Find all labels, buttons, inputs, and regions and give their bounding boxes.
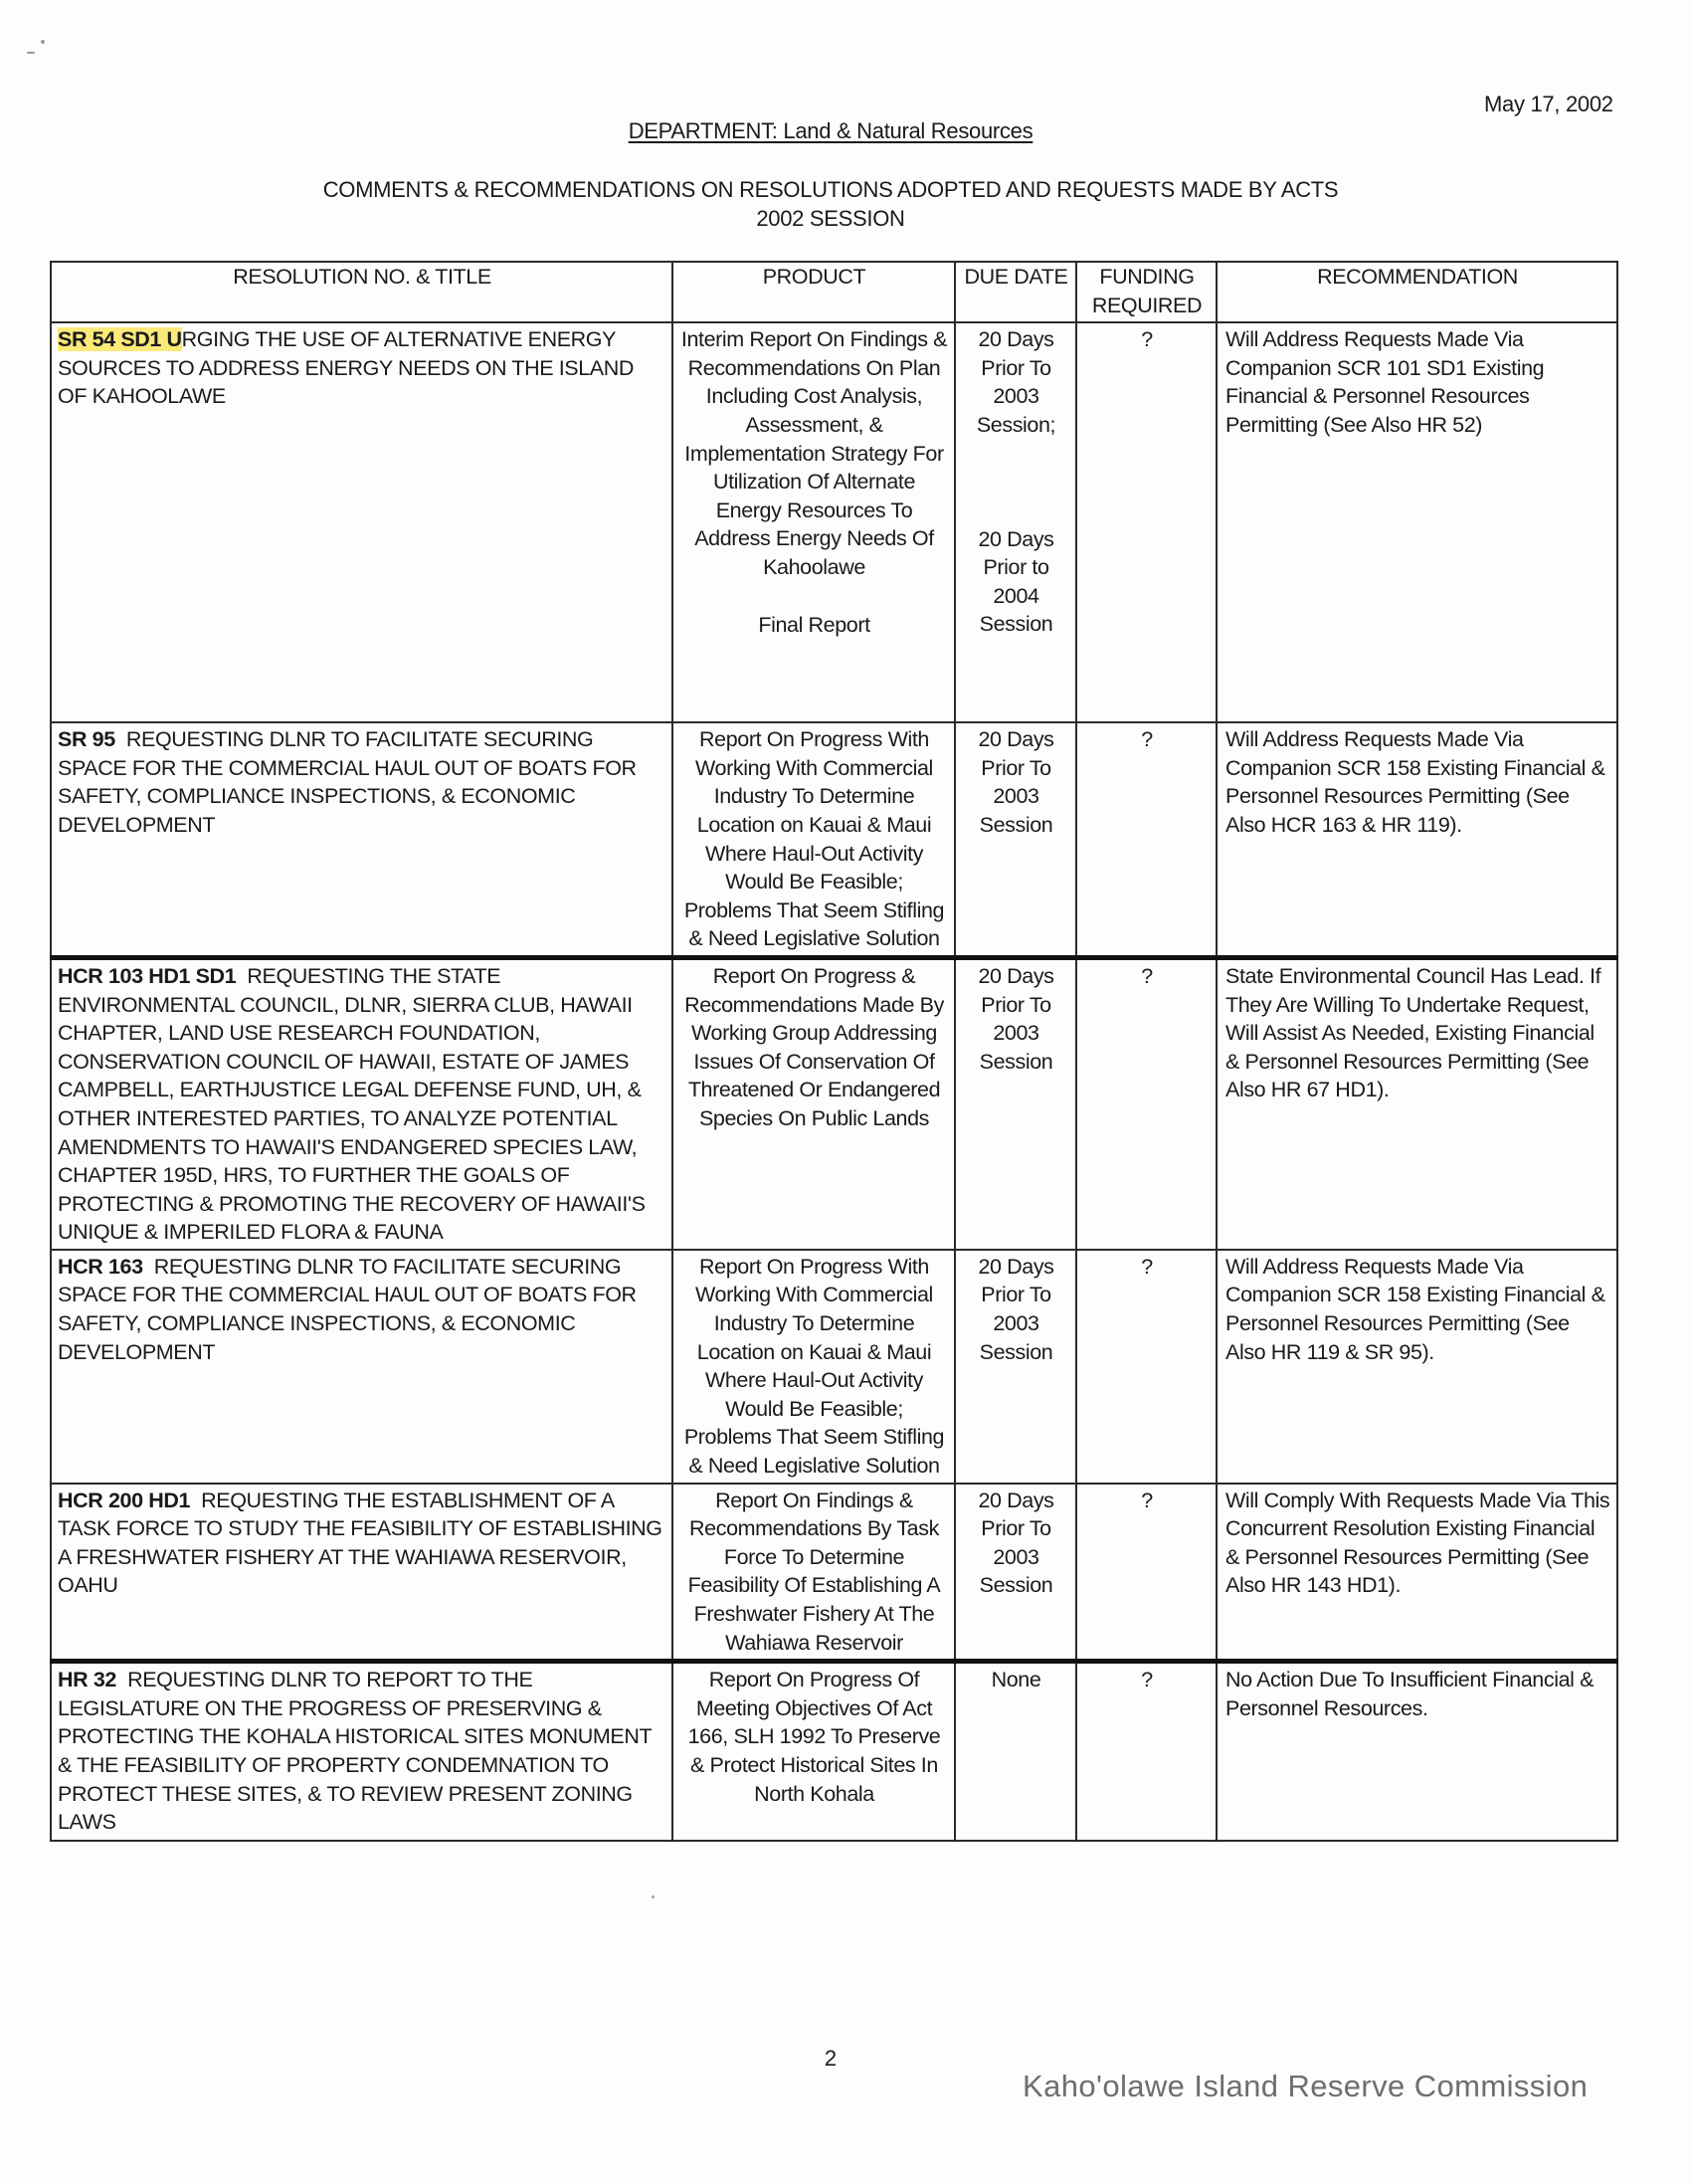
recommendation-cell: State Environmental Council Has Lead. If They Are Willing To Undertake Request, Will Assist As Needed, Existing Financial & Personnel Resources Permitting (See Also HR 67 HD1). <box>1217 957 1617 1249</box>
product-cell: Report On Progress & Recommendations Made By Working Group Addressing Issues Of Conservation Of Threatened Or Endangered Species On Public Lands <box>672 957 955 1249</box>
product-text: Interim Report On Findings & Recommendations On Plan Including Cost Analysis, Assessment, & Implementation Strategy For Utilization Of Alternate Energy Resources To Address Energy Needs Of Kahoolawe <box>680 327 948 579</box>
resolution-title: REQUESTING DLNR TO FACILITATE SECURING SPACE FOR THE COMMERCIAL HAUL OUT OF BOATS FOR SAFETY, COMPLIANCE INSPECTIONS, & ECONOMIC DEVELOPMENT <box>58 727 637 837</box>
table-row <box>51 1250 1617 1484</box>
table-row <box>51 1484 1617 1662</box>
resolution-number: HCR 103 HD1 SD1 <box>58 963 237 988</box>
due-date-cell: 20 Days Prior To 2003 Session <box>955 722 1076 957</box>
column-header-due-date: DUE DATE <box>955 262 1076 322</box>
due-date-cell: 20 Days Prior To 2003 Session <box>955 1484 1076 1662</box>
column-header-resolution: RESOLUTION NO. & TITLE <box>51 262 672 322</box>
department-heading <box>0 118 1661 144</box>
recommendation-cell: No Action Due To Insufficient Financial & Personnel Resources. <box>1217 1662 1617 1841</box>
column-header-product: PRODUCT <box>672 262 955 322</box>
product-text-secondary: Final Report <box>758 612 870 637</box>
department-name: DEPARTMENT: Land & Natural Resources <box>628 118 1033 143</box>
column-header-recommendation: RECOMMENDATION <box>1217 262 1617 322</box>
resolution-title: REQUESTING DLNR TO FACILITATE SECURING SPACE FOR THE COMMERCIAL HAUL OUT OF BOATS FOR SAFETY, COMPLIANCE INSPECTIONS, & ECONOMIC DEVELOPMENT <box>58 1254 637 1364</box>
resolution-title: RGING THE USE OF ALTERNATIVE ENERGY SOURCES TO ADDRESS ENERGY NEEDS ON THE ISLAND OF KAHOOLAWE <box>58 327 634 409</box>
watermark-text: Kaho'olawe Island Reserve Commission <box>1023 2069 1589 2103</box>
scan-speck <box>652 1895 655 1898</box>
due-date-cell <box>955 322 1076 722</box>
funding-cell: ? <box>1076 322 1217 722</box>
due-date-cell: None <box>955 1662 1076 1841</box>
resolution-cell <box>51 1484 672 1662</box>
scan-speck <box>27 52 35 54</box>
funding-cell: ? <box>1076 722 1217 957</box>
due-date-cell: 20 Days Prior To 2003 Session <box>955 1250 1076 1484</box>
document-title <box>0 175 1661 233</box>
due-date-cell: 20 Days Prior To 2003 Session <box>955 957 1076 1249</box>
product-cell: Report On Findings & Recommendations By Task Force To Determine Feasibility Of Establishing A Freshwater Fishery At The Wahiawa Reservoir <box>672 1484 955 1662</box>
product-cell: Report On Progress Of Meeting Objectives Of Act 166, SLH 1992 To Preserve & Protect Historical Sites In North Kohala <box>672 1662 955 1841</box>
scan-speck <box>41 40 45 44</box>
funding-cell: ? <box>1076 1662 1217 1841</box>
resolution-cell <box>51 322 672 722</box>
resolution-number: HCR 200 HD1 <box>58 1488 191 1512</box>
table-row <box>51 322 1617 722</box>
document-title-line1: COMMENTS & RECOMMENDATIONS ON RESOLUTIONS ADOPTED AND REQUESTS MADE BY ACTS <box>322 177 1339 202</box>
resolution-number: SR 95 <box>58 727 115 752</box>
column-header-funding: FUNDING REQUIRED <box>1076 262 1217 322</box>
recommendation-cell: Will Address Requests Made Via Companion SCR 158 Existing Financial & Personnel Resources Permitting (See Also HCR 163 & HR 119). <box>1217 722 1617 957</box>
recommendation-cell: Will Address Requests Made Via Companion SCR 101 SD1 Existing Financial & Personnel Resources Permitting (See Also HR 52) <box>1217 322 1617 722</box>
resolution-title: REQUESTING DLNR TO REPORT TO THE LEGISLATURE ON THE PROGRESS OF PRESERVING & PROTECTING THE KOHALA HISTORICAL SITES MONUMENT & THE FEASIBILITY OF PROPERTY CONDEMNATION TO PROTECT THESE SITES, & TO REVIEW PRESENT ZONING LAWS <box>58 1668 652 1835</box>
table-row <box>51 722 1617 957</box>
resolution-number: HCR 163 <box>58 1254 143 1279</box>
product-cell <box>672 322 955 722</box>
funding-cell: ? <box>1076 1484 1217 1662</box>
table-row <box>51 1662 1617 1841</box>
due-date-text-secondary: 20 Days Prior to 2004 Session <box>978 526 1054 637</box>
page-number: 2 <box>824 2046 838 2071</box>
product-cell: Report On Progress With Working With Commercial Industry To Determine Location on Kauai & Maui Where Haul-Out Activity Would Be Feasible; Problems That Seem Stifling & Need Legislative Solution <box>672 722 955 957</box>
resolution-number-highlighted: SR 54 SD1 U <box>58 327 182 352</box>
resolution-cell <box>51 1662 672 1841</box>
resolution-cell <box>51 957 672 1249</box>
due-date-text: 20 Days Prior To 2003 Session; <box>976 327 1056 437</box>
document-title-line2: 2002 SESSION <box>756 206 905 231</box>
resolution-title: REQUESTING THE ESTABLISHMENT OF A TASK FORCE TO STUDY THE FEASIBILITY OF ESTABLISHING A FRESHWATER FISHERY AT THE WAHIAWA RESERVOIR, OAHU <box>58 1488 662 1598</box>
recommendation-cell: Will Comply With Requests Made Via This Concurrent Resolution Existing Financial & Personnel Resources Permitting (See Also HR 143 HD1). <box>1217 1484 1617 1662</box>
table-header-row <box>51 262 1617 322</box>
resolutions-table <box>50 261 1618 1842</box>
resolution-title: REQUESTING THE STATE ENVIRONMENTAL COUNCIL, DLNR, SIERRA CLUB, HAWAII CHAPTER, LAND USE RESEARCH FOUNDATION, CONSERVATION COUNCIL OF HAWAII, ESTATE OF JAMES CAMPBELL, EARTHJUSTICE LEGAL DEFENSE FUND, UH, & OTHER INTERESTED PARTIES, TO ANALYZE POTENTIAL AMENDMENTS TO HAWAII'S ENDANGERED SPECIES LAW, CHAPTER 195D, HRS, TO FURTHER THE GOALS OF PROTECTING & PROMOTING THE RECOVERY OF HAWAII'S UNIQUE & IMPERILED FLORA & FAUNA <box>58 963 646 1245</box>
table-row <box>51 957 1617 1249</box>
recommendation-cell: Will Address Requests Made Via Companion SCR 158 Existing Financial & Personnel Resources Permitting (See Also HR 119 & SR 95). <box>1217 1250 1617 1484</box>
resolution-cell <box>51 1250 672 1484</box>
resolution-cell <box>51 722 672 957</box>
product-cell: Report On Progress With Working With Commercial Industry To Determine Location on Kauai & Maui Where Haul-Out Activity Would Be Feasible; Problems That Seem Stifling & Need Legislative Solution <box>672 1250 955 1484</box>
funding-cell: ? <box>1076 957 1217 1249</box>
resolution-number: HR 32 <box>58 1668 116 1692</box>
funding-cell: ? <box>1076 1250 1217 1484</box>
document-date: May 17, 2002 <box>1484 92 1613 116</box>
